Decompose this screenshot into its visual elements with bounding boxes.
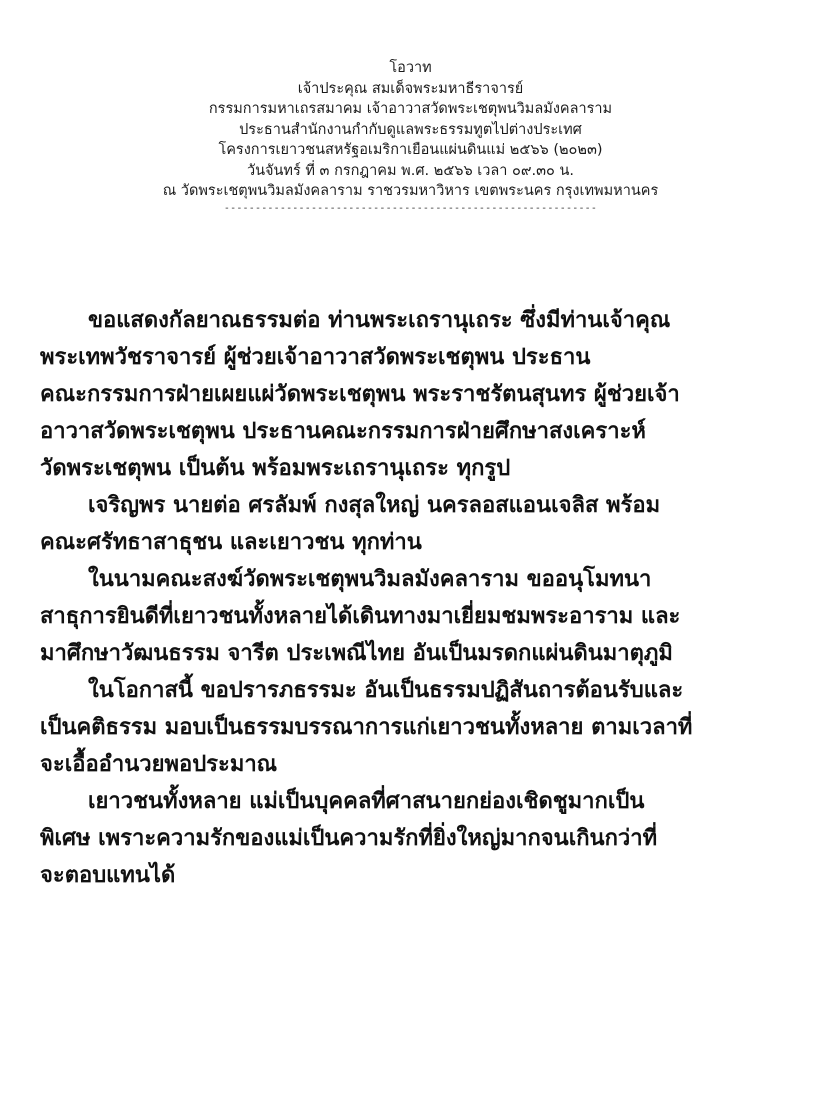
sermon-body bbox=[40, 302, 800, 894]
paragraph-1-line-2: พระเทพวัชราจารย์ ผู้ช่วยเจ้าอาวาสวัดพระเชตุพน ประธาน bbox=[40, 345, 591, 370]
header-title: โอวาท bbox=[389, 60, 432, 76]
header-speaker-position: กรรมการมหาเถรสมาคม เจ้าอาวาสวัดพระเชตุพนวิมลมังคลาราม bbox=[208, 101, 613, 117]
header-venue: ณ วัดพระเชตุพนวิมลมังคลาราม ราชวรมหาวิหาร เขตพระนคร กรุงเทพมหานคร bbox=[162, 183, 659, 199]
paragraph-1-line-1: ขอแสดงกัลยาณธรรมต่อ ท่านพระเถรานุเถระ ซึ่งมีท่านเจ้าคุณ bbox=[88, 308, 671, 333]
paragraph-5-line-3: จะตอบแทนได้ bbox=[40, 863, 176, 888]
header-speaker: เจ้าประคุณ สมเด็จพระมหาธีราจารย์ bbox=[297, 80, 524, 97]
paragraph-2-line-1: เจริญพร นายต่อ ศรลัมพ์ กงสุลใหญ่ นครลอสแอนเจลิส พร้อม bbox=[88, 493, 661, 518]
paragraph-3-line-1: ในนามคณะสงฆ์วัดพระเชตุพนวิมลมังคลาราม ขออนุโมทนา bbox=[88, 567, 652, 592]
paragraph-1-line-4: อาวาสวัดพระเชตุพน ประธานคณะกรรมการฝ่ายศึกษาสงเคราะห์ bbox=[40, 419, 646, 444]
paragraph-4-line-3: จะเอื้ออำนวยพอประมาณ bbox=[40, 752, 278, 777]
paragraph-3-line-3: มาศึกษาวัฒนธรรม จารีต ประเพณีไทย อันเป็นมรดกแผ่นดินมาตุภูมิ bbox=[40, 641, 673, 666]
paragraph-2-line-2: คณะศรัทธาสาธุชน และเยาวชน ทุกท่าน bbox=[40, 530, 422, 555]
paragraph-4-line-1: ในโอกาสนี้ ขอปรารภธรรมะ อันเป็นธรรมปฏิสันถารต้อนรับและ bbox=[88, 678, 684, 703]
header-divider: ------------------------------------------------------------ bbox=[223, 202, 598, 214]
header-speaker-office: ประธานสำนักงานกำกับดูแลพระธรรมทูตไปต่างประเทศ bbox=[239, 121, 582, 138]
header-date-time: วันจันทร์ ที่ ๓ กรกฎาคม พ.ศ. ๒๕๖๖ เวลา ๐๙.๓๐ น. bbox=[246, 162, 575, 179]
header-project: โครงการเยาวชนสหรัฐอเมริกาเยือนแผ่นดินแม่ ๒๕๖๖ (๒๐๒๓) bbox=[218, 142, 603, 158]
paragraph-5-line-2: พิเศษ เพราะความรักของแม่เป็นความรักที่ยิ่งใหญ่มากจนเกินกว่าที่ bbox=[40, 826, 658, 851]
paragraph-1-line-5: วัดพระเชตุพน เป็นต้น พร้อมพระเถรานุเถระ ทุกรูป bbox=[40, 456, 511, 481]
paragraph-3-line-2: สาธุการยินดีที่เยาวชนทั้งหลายได้เดินทางมาเยี่ยมชมพระอาราม และ bbox=[40, 604, 681, 629]
paragraph-4-line-2: เป็นคติธรรม มอบเป็นธรรมบรรณาการแก่เยาวชนทั้งหลาย ตามเวลาที่ bbox=[40, 715, 693, 740]
paragraph-1-line-3: คณะกรรมการฝ่ายเผยแผ่วัดพระเชตุพน พระราชรัตนสุนทร ผู้ช่วยเจ้า bbox=[40, 382, 680, 407]
sermon-header bbox=[0, 58, 821, 215]
paragraph-5-line-1: เยาวชนทั้งหลาย แม่เป็นบุคคลที่ศาสนายกย่องเชิดชูมากเป็น bbox=[88, 789, 645, 814]
